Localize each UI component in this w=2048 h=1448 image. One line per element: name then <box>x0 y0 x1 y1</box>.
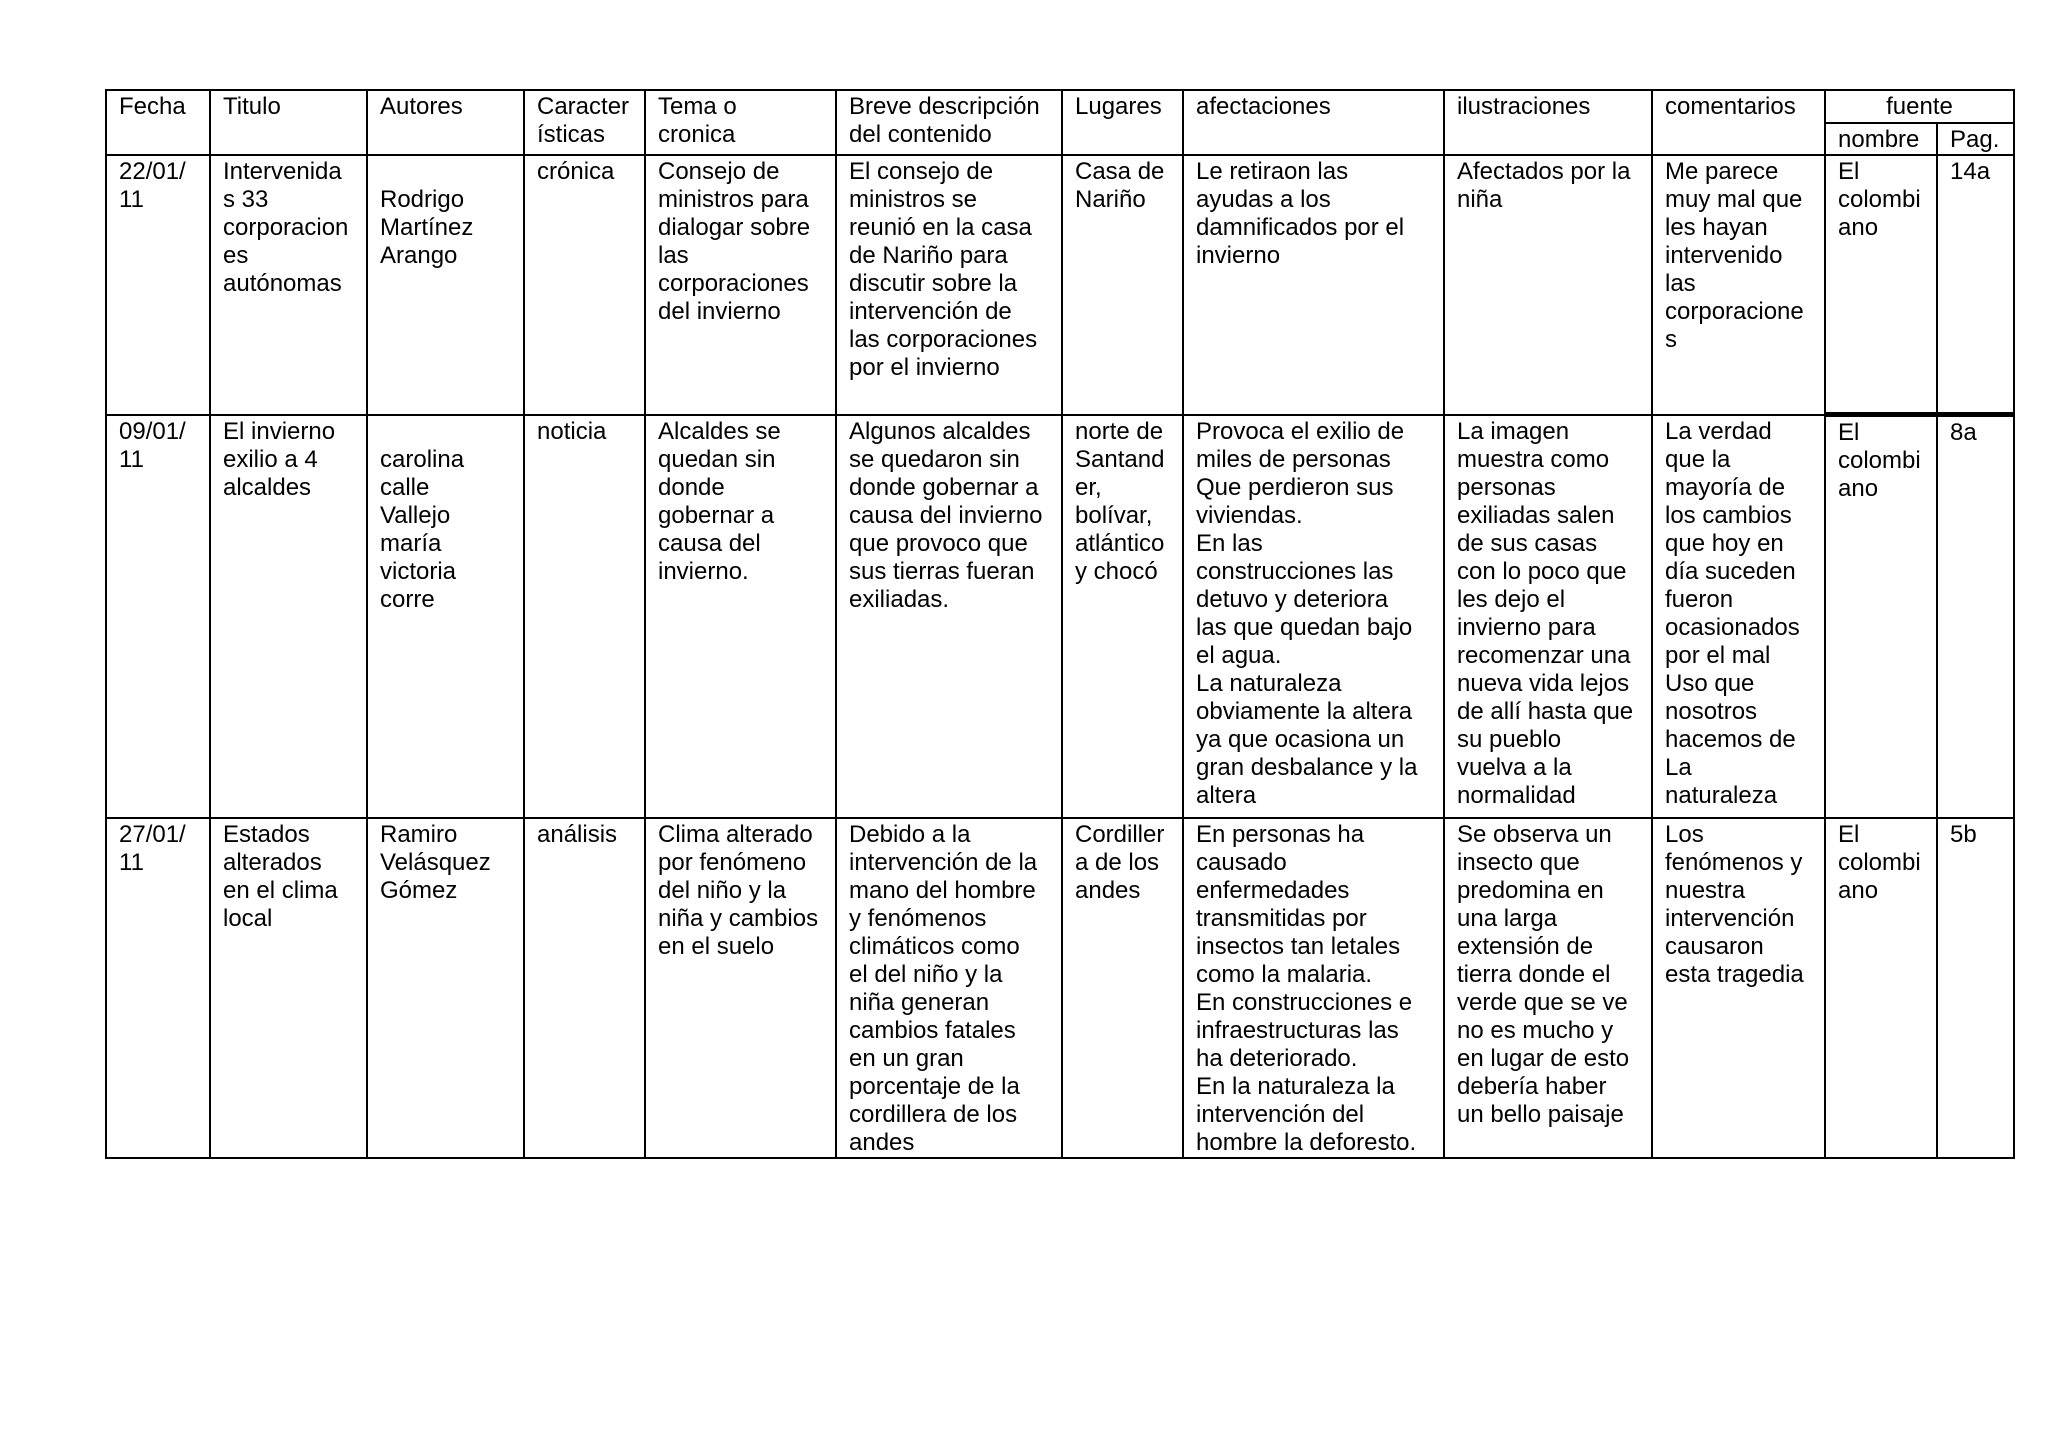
cell-caracteristicas: noticia <box>524 415 645 819</box>
cell-caracteristicas: análisis <box>524 818 645 1158</box>
cell-caracteristicas: crónica <box>524 155 645 415</box>
cell-pag: 8a <box>1937 415 2014 819</box>
table-row <box>106 155 2014 415</box>
cell-ilustraciones: Se observa un insecto que predomina en una larga extensión de tierra donde el verde que se ve no es mucho y en lugar de esto debería haber un bello paisaje <box>1444 818 1652 1158</box>
cell-nombre: El colombi ano <box>1825 818 1937 1158</box>
cell-autores: Ramiro Velásquez Gómez <box>367 818 524 1158</box>
header-titulo: Titulo <box>210 90 367 155</box>
cell-ilustraciones: Afectados por la niña <box>1444 155 1652 415</box>
table-row <box>106 818 2014 1158</box>
cell-pag: 5b <box>1937 818 2014 1158</box>
cell-ilustraciones: La imagen muestra como personas exiliadas salen de sus casas con lo poco que les dejo el invierno para recomenzar una nueva vida lejos de allí hasta que su pueblo vuelva a la normalidad <box>1444 415 1652 819</box>
cell-comentarios: Los fenómenos y nuestra intervención causaron esta tragedia <box>1652 818 1825 1158</box>
cell-titulo: Intervenida s 33 corporacion es autónomas <box>210 155 367 415</box>
header-caracteristicas: Caracter ísticas <box>524 90 645 155</box>
cell-afectaciones: En personas ha causado enfermedades transmitidas por insectos tan letales como la malaria. En construcciones e infraestructuras las ha deteriorado. En la naturaleza la intervención del hombre la deforesto. <box>1183 818 1444 1158</box>
news-analysis-table <box>105 89 2015 1159</box>
header-nombre: nombre <box>1825 123 1937 155</box>
cell-descripcion: Debido a la intervención de la mano del hombre y fenómenos climáticos como el del niño y la niña generan cambios fatales en un gran porcentaje de la cordillera de los andes <box>836 818 1062 1158</box>
cell-pag: 14a <box>1937 155 2014 415</box>
header-fecha: Fecha <box>106 90 210 155</box>
cell-afectaciones: Le retiraon las ayudas a los damnificados por el invierno <box>1183 155 1444 415</box>
cell-fecha: 09/01/ 11 <box>106 415 210 819</box>
header-lugares: Lugares <box>1062 90 1183 155</box>
table-row <box>106 415 2014 819</box>
header-afectaciones: afectaciones <box>1183 90 1444 155</box>
header-row <box>106 90 2014 123</box>
header-autores: Autores <box>367 90 524 155</box>
header-fuente: fuente <box>1825 90 2014 123</box>
header-descripcion: Breve descripción del contenido <box>836 90 1062 155</box>
cell-titulo: Estados alterados en el clima local <box>210 818 367 1158</box>
cell-descripcion: Algunos alcaldes se quedaron sin donde gobernar a causa del invierno que provoco que sus tierras fueran exiliadas. <box>836 415 1062 819</box>
header-tema: Tema o cronica <box>645 90 836 155</box>
header-pag: Pag. <box>1937 123 2014 155</box>
cell-lugares: norte de Santand er, bolívar, atlántico y chocó <box>1062 415 1183 819</box>
cell-comentarios: Me parece muy mal que les hayan intervenido las corporacione s <box>1652 155 1825 415</box>
cell-tema: Clima alterado por fenómeno del niño y la niña y cambios en el suelo <box>645 818 836 1158</box>
header-ilustraciones: ilustraciones <box>1444 90 1652 155</box>
cell-nombre: El colombi ano <box>1825 415 1937 819</box>
cell-descripcion: El consejo de ministros se reunió en la casa de Nariño para discutir sobre la intervención de las corporaciones por el invierno <box>836 155 1062 415</box>
cell-fecha: 22/01/ 11 <box>106 155 210 415</box>
cell-tema: Alcaldes se quedan sin donde gobernar a causa del invierno. <box>645 415 836 819</box>
cell-lugares: Casa de Nariño <box>1062 155 1183 415</box>
cell-autores: carolina calle Vallejo maría victoria corre <box>367 415 524 819</box>
cell-comentarios: La verdad que la mayoría de los cambios que hoy en día suceden fueron ocasionados por el mal Uso que nosotros hacemos de La naturaleza <box>1652 415 1825 819</box>
cell-autores: Rodrigo Martínez Arango <box>367 155 524 415</box>
cell-fecha: 27/01/ 11 <box>106 818 210 1158</box>
cell-tema: Consejo de ministros para dialogar sobre las corporaciones del invierno <box>645 155 836 415</box>
cell-afectaciones: Provoca el exilio de miles de personas Que perdieron sus viviendas. En las construcciones las detuvo y deteriora las que quedan bajo el agua. La naturaleza obviamente la altera ya que ocasiona un gran desbalance y la altera <box>1183 415 1444 819</box>
header-comentarios: comentarios <box>1652 90 1825 155</box>
cell-nombre: El colombi ano <box>1825 155 1937 415</box>
cell-titulo: El invierno exilio a 4 alcaldes <box>210 415 367 819</box>
cell-lugares: Cordiller a de los andes <box>1062 818 1183 1158</box>
